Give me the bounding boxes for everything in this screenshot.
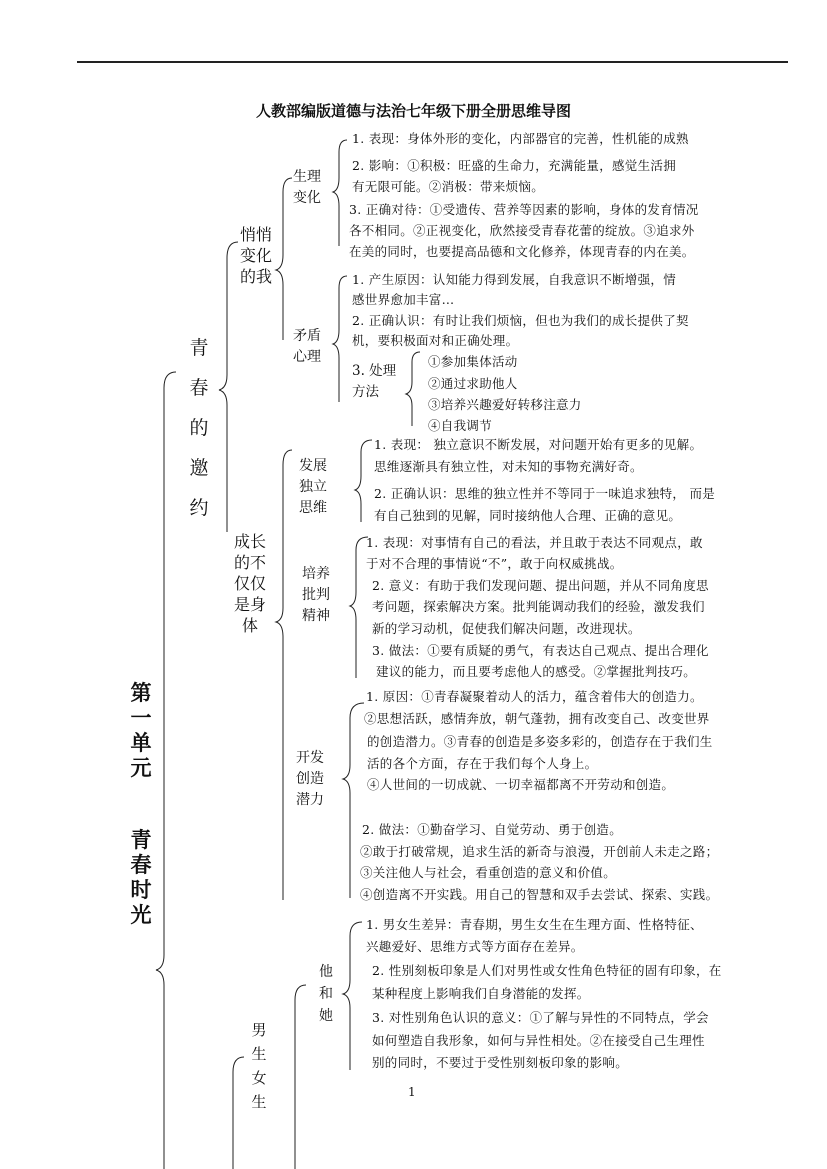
method-item-1: ①参加集体活动 — [428, 354, 518, 369]
chapter1-bracket — [219, 242, 238, 532]
physio-line-1: 1. 表现：身体外形的变化，内部器官的完善，性机能的成熟 — [352, 131, 689, 146]
sec-independent-label: 发展独立思维 — [299, 458, 327, 516]
sec-heshe-label: 他和她 — [319, 964, 333, 1024]
chapter1-label: 青春的邀约 — [189, 337, 209, 519]
sec-independent-bracket — [355, 440, 372, 522]
sec-creative-label: 开发创造潜力 — [296, 750, 324, 808]
lesson-gender-label: 男生女生 — [251, 1021, 267, 1111]
physio-line-6: 在美的同时，也要提高品德和文化修养，体现青春的内在美。 — [349, 244, 695, 259]
unit-bracket — [156, 372, 176, 1169]
critical-line-1: 1. 表现：对事情有自己的看法，并且敢于表达不同观点，敢 — [366, 535, 703, 550]
creative-line-1: 1. 原因：①青春凝聚着动人的活力，蕴含着伟大的创造力。 — [366, 689, 703, 704]
physio-line-3: 有无限可能。②消极：带来烦恼。 — [352, 179, 545, 194]
sec-heshe-bracket — [343, 922, 362, 1070]
sec-critical-label: 培养批判精神 — [302, 566, 330, 624]
physio-line-5: 各不相同。②正视变化，欣然接受青春花蕾的绽放。③追求外 — [349, 223, 695, 238]
page-number: 1 — [408, 1085, 416, 1099]
critical-line-6: 3. 做法：①要有质疑的勇气，有表达自己观点、提出合理化 — [372, 643, 709, 658]
creative-line-3: 的创造潜力。③青春的创造是多姿多彩的，创造存在于我们生 — [367, 734, 713, 749]
creative-line-6: 2. 做法：①勤奋学习、自觉劳动、勇于创造。 — [362, 822, 623, 837]
conflict-line-2: 感世界愈加丰富… — [352, 292, 455, 307]
independent-line-2: 思维逐渐具有独立性，对未知的事物充满好奇。 — [374, 459, 643, 474]
unit-label-name-text: 青春时光 — [130, 828, 152, 927]
critical-line-7: 建议的能力，而且要考虑他人的感受。②掌握批判技巧。 — [376, 664, 697, 679]
unit-label-name — [128, 828, 154, 928]
critical-line-5: 新的学习动机，促使我们解决问题，改进现状。 — [372, 621, 641, 636]
conflict-line-1: 1. 产生原因：认知能力得到发展，自我意识不断增强，情 — [352, 272, 677, 287]
independent-line-4: 有自己独到的见解，同时接纳他人合理、正确的意见。 — [374, 508, 682, 523]
sec-physio-label: 生理变化 — [293, 169, 321, 206]
sec-conflict-label: 矛盾心理 — [293, 328, 321, 365]
heshe-line-1: 1. 男女生差异：青春期，男生女生在生理方面、性格特征、 — [366, 917, 703, 932]
conflict-line-4: 机，要积极面对和正确处理。 — [352, 333, 519, 348]
lesson2-bracket — [276, 450, 292, 900]
heshe-line-2: 兴趣爱好、思维方式等方面存在差异。 — [366, 939, 584, 954]
critical-line-3: 2. 意义：有助于我们发现问题、提出问题，并从不同角度思 — [372, 578, 709, 593]
page-title: 人教部编版道德与法治七年级下册全册思维导图 — [255, 102, 571, 120]
method-item-4: ④自我调节 — [428, 418, 493, 433]
physio-line-2: 2. 影响：①积极：旺盛的生命力，充满能量，感觉生活拥 — [352, 158, 677, 173]
critical-line-4: 考问题，探索解决方案。批判能调动我们的经验，激发我们 — [372, 599, 705, 614]
creative-line-9: ④创造离不开实践。用自己的智慧和双手去尝试、探索、实践。 — [360, 887, 719, 902]
critical-line-2: 于对不合理的事情说“不”，敢于向权威挑战。 — [366, 556, 623, 571]
methods-bracket — [406, 352, 420, 426]
heshe-line-4: 某种程度上影响我们自身潜能的发挥。 — [372, 986, 590, 1001]
lesson1-label: 悄悄变化的我 — [239, 225, 272, 286]
creative-line-4: 活的各个方面，存在于我们每个人身上。 — [367, 756, 598, 771]
creative-line-2: ②思想活跃，感情奔放，朝气蓬勃，拥有改变自己、改变世界 — [364, 711, 710, 726]
creative-line-8: ③关注他人与社会，看重创造的意义和价值。 — [360, 865, 617, 880]
sec-physio-bracket — [333, 140, 347, 246]
lesson2-label: 成长的不仅仅是身体 — [233, 532, 266, 635]
heshe-line-7: 别的同时，不要过于受性别刻板印象的影响。 — [372, 1055, 629, 1070]
creative-line-7: ②敢于打破常规，追求生活的新奇与浪漫，开创前人未走之路； — [360, 844, 719, 859]
unit-label-number — [128, 681, 154, 781]
unit-label-number-text: 第一单元 — [130, 681, 152, 780]
methods-label: 3. 处理方法 — [352, 363, 397, 400]
creative-line-5: ④人世间的一切成就、一切幸福都离不开劳动和创造。 — [367, 777, 675, 792]
method-item-3: ③培养兴趣爱好转移注意力 — [428, 397, 582, 412]
heshe-line-3: 2. 性别刻板印象是人们对男性或女性角色特征的固有印象，在 — [372, 963, 722, 978]
lesson1-bracket — [276, 178, 292, 340]
independent-line-3: 2. 正确认识：思维的独立性并不等同于一味追求独特， 而是 — [374, 486, 716, 501]
sec-conflict-bracket — [333, 276, 347, 402]
method-item-2: ②通过求助他人 — [428, 376, 518, 391]
physio-line-4: 3. 正确对待：①受遗传、营养等因素的影响，身体的发育情况 — [349, 202, 699, 217]
independent-line-1: 1. 表现： 独立意识不断发展，对问题开始有更多的见解。 — [374, 437, 703, 452]
lesson-gender-bracket — [295, 985, 306, 1169]
heshe-line-6: 如何塑造自我形象，如何与异性相处。②在接受自己生理性 — [372, 1033, 705, 1048]
heshe-line-5: 3. 对性别角色认识的意义：①了解与异性的不同特点，学会 — [372, 1010, 709, 1025]
chapter2-bracket — [233, 1057, 244, 1169]
conflict-line-3: 2. 正确认识：有时让我们烦恼，但也为我们的成长提供了契 — [352, 313, 689, 328]
